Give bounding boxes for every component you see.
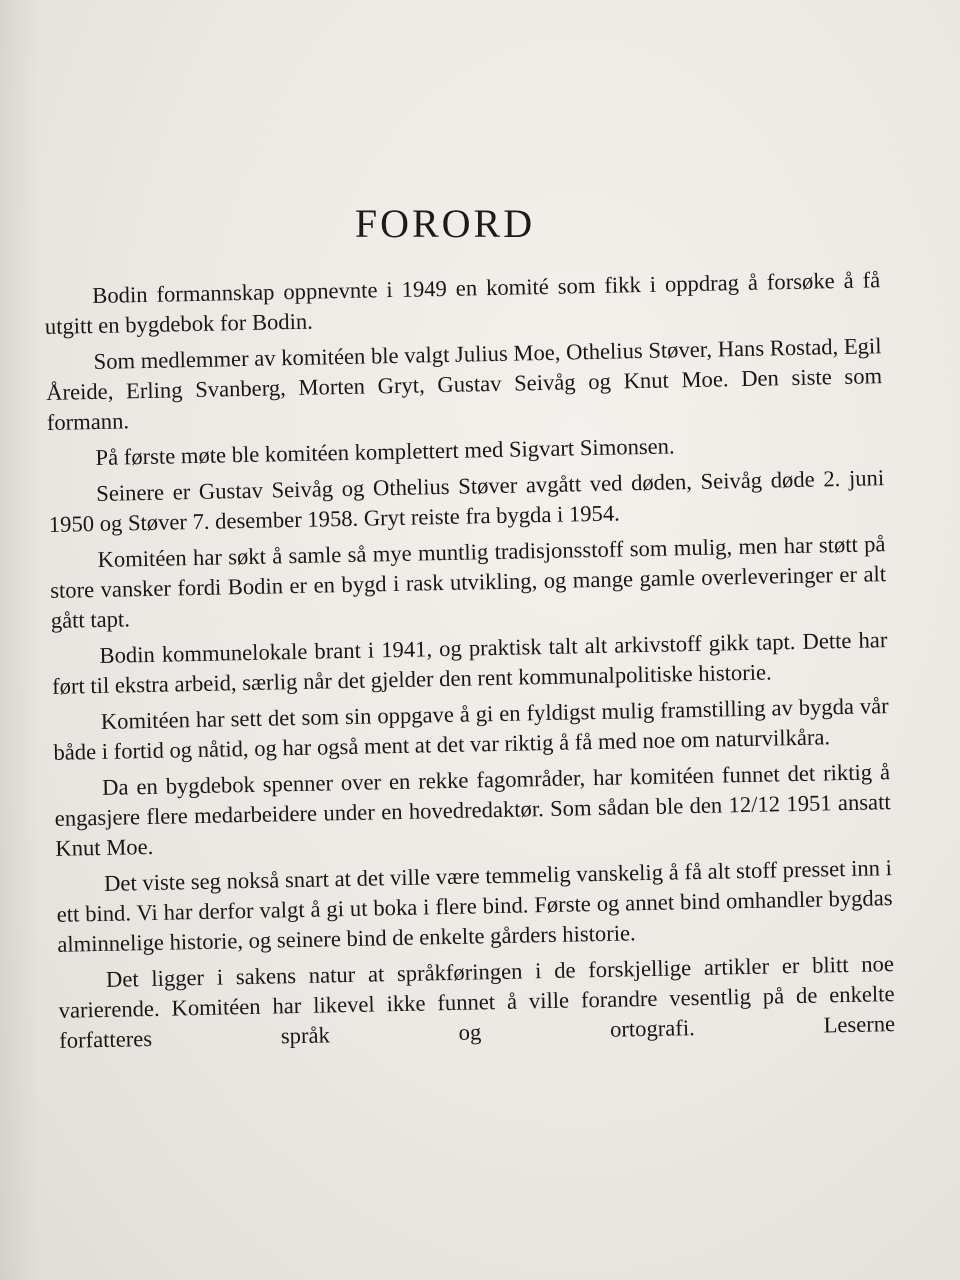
paragraph-10: Det ligger i sakens natur at språkføringen i de forskjellige artikler er blitt noe varierende. Komitéen har likevel ikke funnet å ville forandre vesentlig på de enkelte forfatteres språk og ortografi. Leserne — [58, 951, 896, 1053]
paragraph-4: Seinere er Gustav Seivåg og Othelius Støver avgått ved døden, Seivåg døde 2. juni 1950 og Støver 7. desember 1958. Gryt reiste fra bygda i 1954. — [48, 465, 885, 537]
paragraph-8: Da en bygdebok spenner over en rekke fagområder, har komitéen funnet det riktig å engasjere flere medarbeidere under en hovedredaktør. Som sådan ble den 12/12 1951 ansatt Knut Moe. — [54, 759, 891, 861]
paragraph-9: Det viste seg nokså snart at det ville være temmelig vanskelig å få alt stoff presset inn i ett bind. Vi har derfor valgt å gi ut boka i flere bind. Første og annet bind omhandler bygdas alminnelige historie, og seinere bind de enkelte gårders historie. — [56, 855, 893, 957]
paragraph-6: Bodin kommunelokale brant i 1941, og praktisk talt alt arkivstoff gikk tapt. Dette har ført til ekstra arbeid, særlig når det gjelder den rent kommunalpolitiske historie. — [51, 627, 888, 699]
page-title: FORORD — [354, 201, 536, 246]
paragraph-7: Komitéen har sett det som sin oppgave å gi en fyldigst mulig framstilling av bygda vår både i fortid og nåtid, og har også ment at det var riktig å få med noe om naturvilkåra. — [53, 693, 889, 765]
foreword-body — [44, 265, 895, 1062]
paragraph-3: På første møte ble komitéen komplettert med Sigvart Simonsen. — [95, 433, 675, 470]
paragraph-5: Komitéen har søkt å samle så mye muntlig tradisjonsstoff som mulig, men har støtt på store vansker fordi Bodin er en bygd i rask utvikling, og mange gamle overleveringer er alt gått tapt. — [49, 531, 887, 633]
paragraph-1: Bodin formannskap oppnevnte i 1949 en komité som fikk i oppdrag å forsøke å få utgitt en bygdebok for Bodin. — [44, 267, 881, 339]
paragraph-2: Som medlemmer av komitéen ble valgt Julius Moe, Othelius Støver, Hans Rostad, Egil Åreide, Erling Svanberg, Morten Gryt, Gustav Seivåg og Knut Moe. Den siste som formann. — [45, 333, 883, 435]
